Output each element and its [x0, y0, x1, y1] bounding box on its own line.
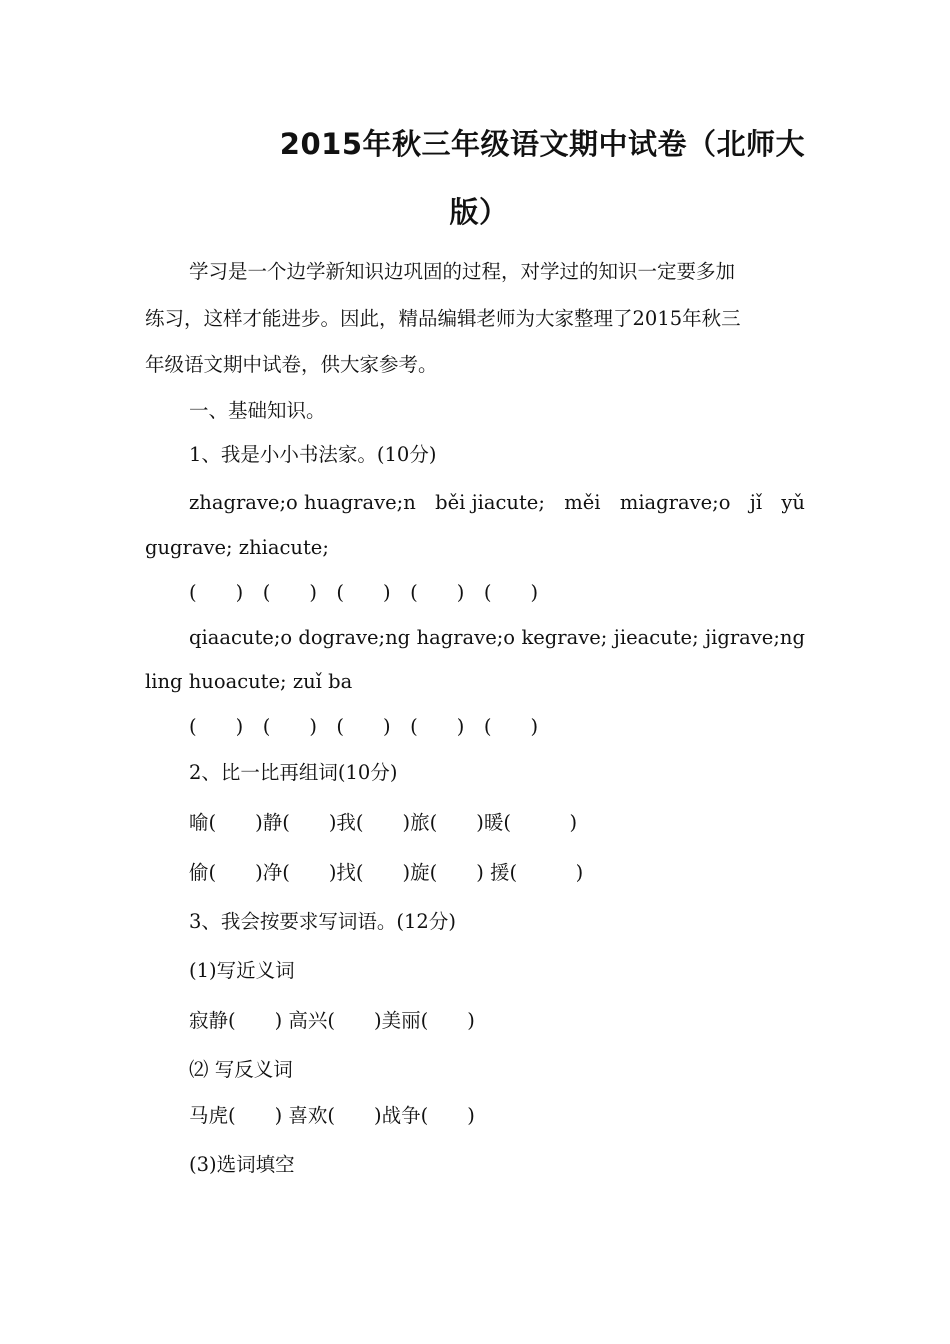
pinyin-item: jieacute; — [613, 626, 699, 649]
q3-sub3-heading: (3)选词填空 — [189, 1153, 295, 1176]
q2-heading: 2、比一比再组词(10分) — [189, 761, 398, 784]
pinyin-item: běi jiacute; — [435, 491, 545, 514]
q3-sub1-heading: (1)写近义词 — [189, 959, 295, 982]
document-title-line1: 2015年秋三年级语文期中试卷（北师大 — [279, 127, 805, 161]
pinyin-item: hagrave;o — [416, 626, 516, 649]
pinyin-item: miagrave;o — [619, 491, 731, 514]
q2-row1: 喻( )静( )我( )旅( )暖( ) — [189, 811, 578, 834]
pinyin-item: kegrave; — [521, 626, 608, 649]
q3-sub2-heading: ⑵ 写反义词 — [189, 1058, 293, 1081]
intro-line-2: 练习，这样才能进步。因此，精品编辑老师为大家整理了2015年秋三 — [145, 307, 741, 330]
q1-answer-blanks-row2: ( ) ( ) ( ) ( ) ( ) — [189, 715, 539, 738]
pinyin-item: zhagrave;o huagrave;n — [189, 491, 416, 514]
pinyin-item: qiaacute;o dograve;ng — [189, 626, 411, 649]
q1-answer-blanks-row1: ( ) ( ) ( ) ( ) ( ) — [189, 581, 539, 604]
q3-sub2-row: 马虎( ) 喜欢( )战争( ) — [189, 1104, 475, 1127]
q3-sub1-row: 寂静( ) 高兴( )美丽( ) — [189, 1009, 475, 1032]
q1-pinyin-row2 — [189, 625, 805, 651]
q2-row2: 偷( )净( )找( )旋( ) 援( ) — [189, 861, 584, 884]
pinyin-item: jǐ — [749, 491, 763, 514]
q3-heading: 3、我会按要求写词语。(12分) — [189, 910, 456, 933]
q1-pinyin-row2-continued: ling huoacute; zuǐ ba — [145, 670, 353, 693]
intro-line-1: 学习是一个边学新知识边巩固的过程，对学过的知识一定要多加 — [189, 260, 736, 283]
q1-heading: 1、我是小小书法家。(10分) — [189, 443, 437, 466]
q1-pinyin-row1-continued: gugrave; zhiacute; — [145, 536, 329, 559]
section-heading-basics: 一、基础知识。 — [189, 399, 326, 422]
pinyin-item: jigrave;ng — [705, 626, 805, 649]
pinyin-item: yǔ — [781, 491, 805, 514]
pinyin-item: měi — [564, 491, 601, 514]
q1-pinyin-row1 — [189, 490, 805, 516]
intro-line-3: 年级语文期中试卷，供大家参考。 — [145, 353, 438, 376]
document-title-line2: 版） — [449, 195, 509, 229]
